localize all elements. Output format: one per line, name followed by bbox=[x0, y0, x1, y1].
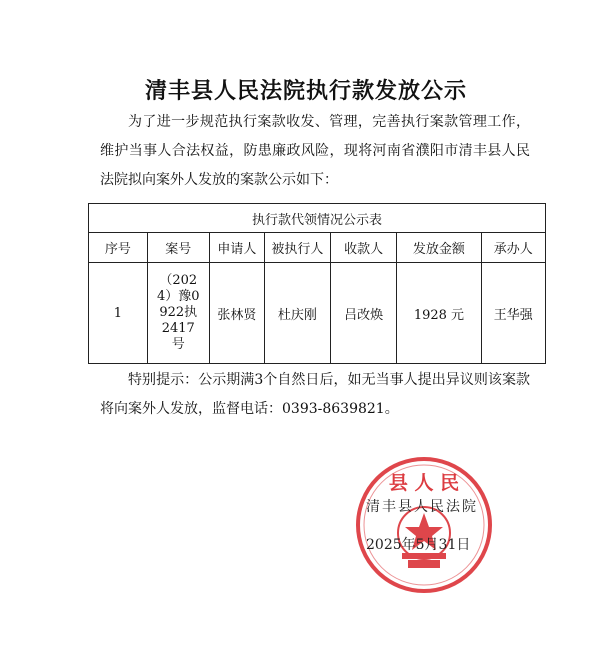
header-handler: 承办人 bbox=[481, 233, 545, 263]
document-title: 清丰县人民法院执行款发放公示 bbox=[144, 78, 467, 104]
signature-line: 清丰县人民法院 bbox=[366, 499, 478, 515]
cell-respondent: 杜庆刚 bbox=[264, 263, 330, 364]
header-serial: 序号 bbox=[89, 233, 148, 263]
cell-applicant: 张林贤 bbox=[209, 263, 264, 364]
header-amount: 发放金额 bbox=[397, 233, 481, 263]
notice-paragraph: 特别提示：公示期满3个自然日后，如无当事人提出异议则该案款将向案外人发放，监督电话：0393-8639821。 bbox=[100, 372, 530, 417]
cell-case-number bbox=[147, 263, 209, 364]
header-case-number: 案号 bbox=[147, 233, 209, 263]
intro-paragraph: 为了进一步规范执行案款收发、管理，完善执行案款管理工作，维护当事人合法权益，防患廉政风险，现将河南省濮阳市清丰县人民法院拟向案外人发放的案款公示如下： bbox=[100, 114, 530, 188]
header-respondent: 被执行人 bbox=[264, 233, 330, 263]
cell-amount: 1928 元 bbox=[397, 263, 481, 364]
cell-serial: 1 bbox=[89, 263, 148, 364]
table-row bbox=[89, 263, 546, 364]
cell-payee: 吕改焕 bbox=[331, 263, 397, 364]
header-applicant: 申请人 bbox=[209, 233, 264, 263]
table-header-row bbox=[89, 233, 546, 263]
table-caption: 执行款代领情况公示表 bbox=[89, 204, 546, 233]
disbursement-table bbox=[88, 203, 546, 364]
header-payee: 收款人 bbox=[331, 233, 397, 263]
svg-text:县 人 民: 县 人 民 bbox=[388, 472, 460, 494]
case-number-text: （2024）豫0922执2417号 bbox=[157, 273, 200, 352]
court-seal-icon bbox=[354, 455, 494, 595]
date-line: 2025年5月31日 bbox=[366, 537, 471, 553]
cell-handler: 王华强 bbox=[481, 263, 545, 364]
